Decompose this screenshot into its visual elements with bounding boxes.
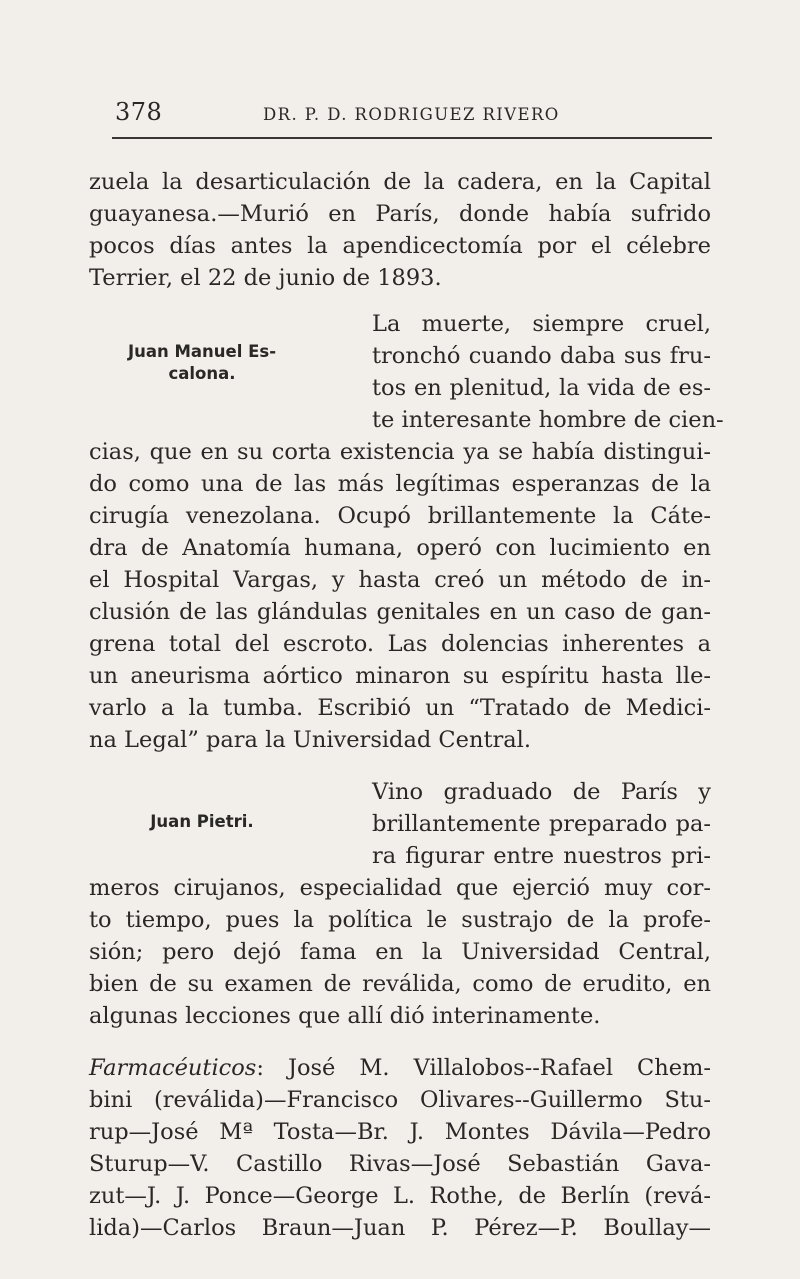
text-line: La muerte, siempre cruel, bbox=[372, 311, 711, 337]
page-number: 378 bbox=[115, 98, 163, 126]
text-line: rup—José Mª Tosta—Br. J. Montes Dávila—Pedro bbox=[89, 1119, 711, 1145]
text-line: brillantemente preparado pa- bbox=[372, 811, 711, 837]
text-line: zut—J. J. Ponce—George L. Rothe, de Berlín (revá- bbox=[89, 1183, 711, 1209]
running-title: DR. P. D. RODRIGUEZ RIVERO bbox=[263, 105, 560, 124]
text-line: algunas lecciones que allí dió interinamente. bbox=[89, 1003, 601, 1029]
text-line: un aneurisma aórtico minaron su espíritu hasta lle- bbox=[89, 663, 711, 689]
text-line: sión; pero dejó fama en la Universidad Central, bbox=[89, 939, 711, 965]
text-line: varlo a la tumba. Escribió un “Tratado de Medici- bbox=[89, 695, 711, 721]
sidenote-juan-pietri bbox=[91, 811, 313, 833]
text-line: guayanesa.—Murió en París, donde había sufrido bbox=[89, 201, 711, 227]
header-rule bbox=[112, 137, 712, 139]
text-line: dra de Anatomía humana, operó con lucimiento en bbox=[89, 535, 711, 561]
text-line bbox=[89, 1052, 711, 1084]
text-line: tos en plenitud, la vida de es- bbox=[372, 375, 711, 401]
text-line: meros cirujanos, especialidad que ejerció muy cor- bbox=[89, 875, 711, 901]
text-line: grena total del escroto. Las dolencias inherentes a bbox=[89, 631, 711, 657]
text-line: Vino graduado de París y bbox=[372, 779, 711, 805]
text-line: zuela la desarticulación de la cadera, en la Capital bbox=[89, 169, 711, 195]
text-line: ra figurar entre nuestros pri- bbox=[372, 843, 711, 869]
text-line: Terrier, el 22 de junio de 1893. bbox=[89, 265, 442, 291]
text-line: bien de su examen de reválida, como de erudito, en bbox=[89, 971, 711, 997]
text-line: cias, que en su corta existencia ya se había distingui- bbox=[89, 439, 711, 465]
sidenote-juan-manuel-escalona bbox=[91, 341, 313, 385]
text-line: Sturup—V. Castillo Rivas—José Sebastián Gava- bbox=[89, 1151, 711, 1177]
text-line: clusión de las glándulas genitales en un caso de gan- bbox=[89, 599, 711, 625]
text-line: cirugía venezolana. Ocupó brillantemente la Cáte- bbox=[89, 503, 711, 529]
text-line: do como una de las más legítimas esperanzas de la bbox=[89, 471, 711, 497]
sidenote-line: Juan Pietri. bbox=[150, 812, 254, 831]
sidenote-line: calona. bbox=[168, 364, 236, 383]
text-line: bini (reválida)—Francisco Olivares--Guillermo Stu- bbox=[89, 1087, 711, 1113]
text-line: el Hospital Vargas, y hasta creó un método de in- bbox=[89, 567, 711, 593]
text-line: na Legal” para la Universidad Central. bbox=[89, 727, 532, 753]
text-line: te interesante hombre de cien- bbox=[372, 407, 724, 433]
sidenote-line: Juan Manuel Es- bbox=[127, 342, 277, 361]
text-line: pocos días antes la apendicectomía por el célebre bbox=[89, 233, 711, 259]
page-header bbox=[115, 98, 710, 138]
text-line: to tiempo, pues la política le sustrajo de la profe- bbox=[89, 907, 711, 933]
text-line: tronchó cuando daba sus fru- bbox=[372, 343, 711, 369]
text-line: lida)—Carlos Braun—Juan P. Pérez—P. Boullay— bbox=[89, 1215, 711, 1241]
text-fragment: : José M. Villalobos--Rafael Chem- bbox=[256, 1055, 711, 1081]
farmaceuticos-heading: Farmacéuticos bbox=[89, 1055, 257, 1081]
